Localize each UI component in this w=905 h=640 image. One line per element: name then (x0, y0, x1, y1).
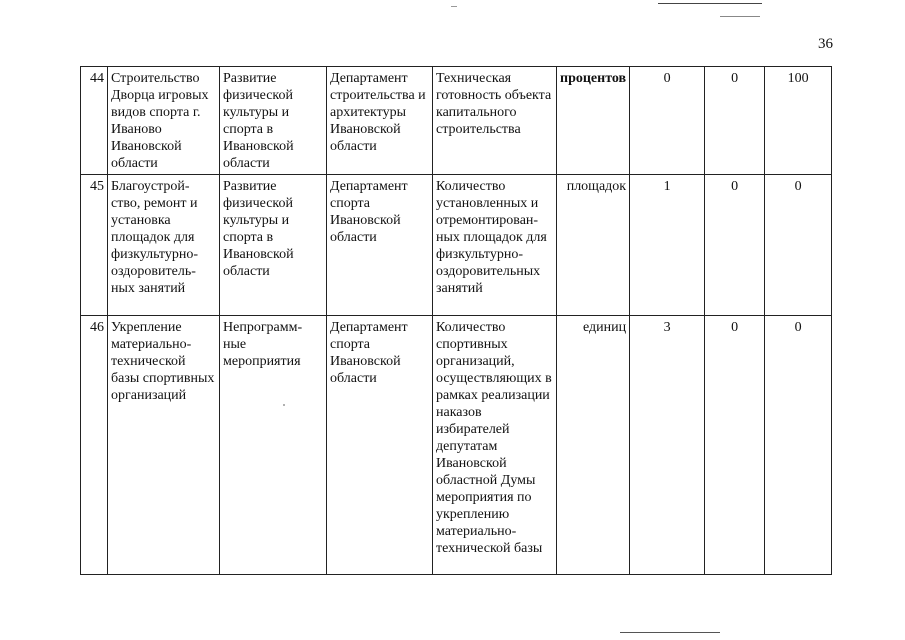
unit: процентов (557, 67, 630, 175)
program-name: Развитие физической культуры и спорта в Ивановской области (220, 175, 327, 316)
value-2: 0 (705, 316, 765, 575)
event-name: Строительство Дворца игровых видов спорта г. Иваново Ивановской области (108, 67, 220, 175)
indicator-name: Количество установленных и отремонтирован-ных площадок для физкультурно-оздоровительных занятий (433, 175, 557, 316)
value-1: 3 (630, 316, 705, 575)
row-number: 44 (81, 67, 108, 175)
row-number: 45 (81, 175, 108, 316)
indicator-name: Техническая готовность объекта капитального строительства (433, 67, 557, 175)
table-row (81, 67, 832, 175)
table-row (81, 175, 832, 316)
value-2: 0 (705, 67, 765, 175)
value-3: 0 (765, 316, 832, 575)
program-name: Непрограмм-ные мероприятия (220, 316, 327, 575)
value-1: 1 (630, 175, 705, 316)
program-name: Развитие физической культуры и спорта в Ивановской области (220, 67, 327, 175)
indicator-name: Количество спортивных организаций, осуществляющих в рамках реализации наказов избирателей депутатам Ивановской областной Думы мероприятия по укреплению материально-технической базы (433, 316, 557, 575)
scan-artifact-line (620, 632, 720, 633)
table-row (81, 316, 832, 575)
executor-name: Департамент спорта Ивановской области (327, 175, 433, 316)
event-name: Благоустрой-ство, ремонт и установка площадок для физкультурно-оздоровитель-ных занятий (108, 175, 220, 316)
value-2: 0 (705, 175, 765, 316)
page-number: 36 (818, 36, 833, 52)
event-name: Укрепление материально-технической базы спортивных организаций (108, 316, 220, 575)
unit: площадок (557, 175, 630, 316)
executor-name: Департамент спорта Ивановской области (327, 316, 433, 575)
scan-artifact-line (720, 16, 760, 17)
scan-artifact-mark (451, 6, 457, 7)
indicators-table (80, 66, 832, 575)
value-3: 100 (765, 67, 832, 175)
row-number: 46 (81, 316, 108, 575)
value-1: 0 (630, 67, 705, 175)
executor-name: Департамент строительства и архитектуры Ивановской области (327, 67, 433, 175)
scan-artifact-line (658, 3, 762, 4)
unit: единиц (557, 316, 630, 575)
value-3: 0 (765, 175, 832, 316)
